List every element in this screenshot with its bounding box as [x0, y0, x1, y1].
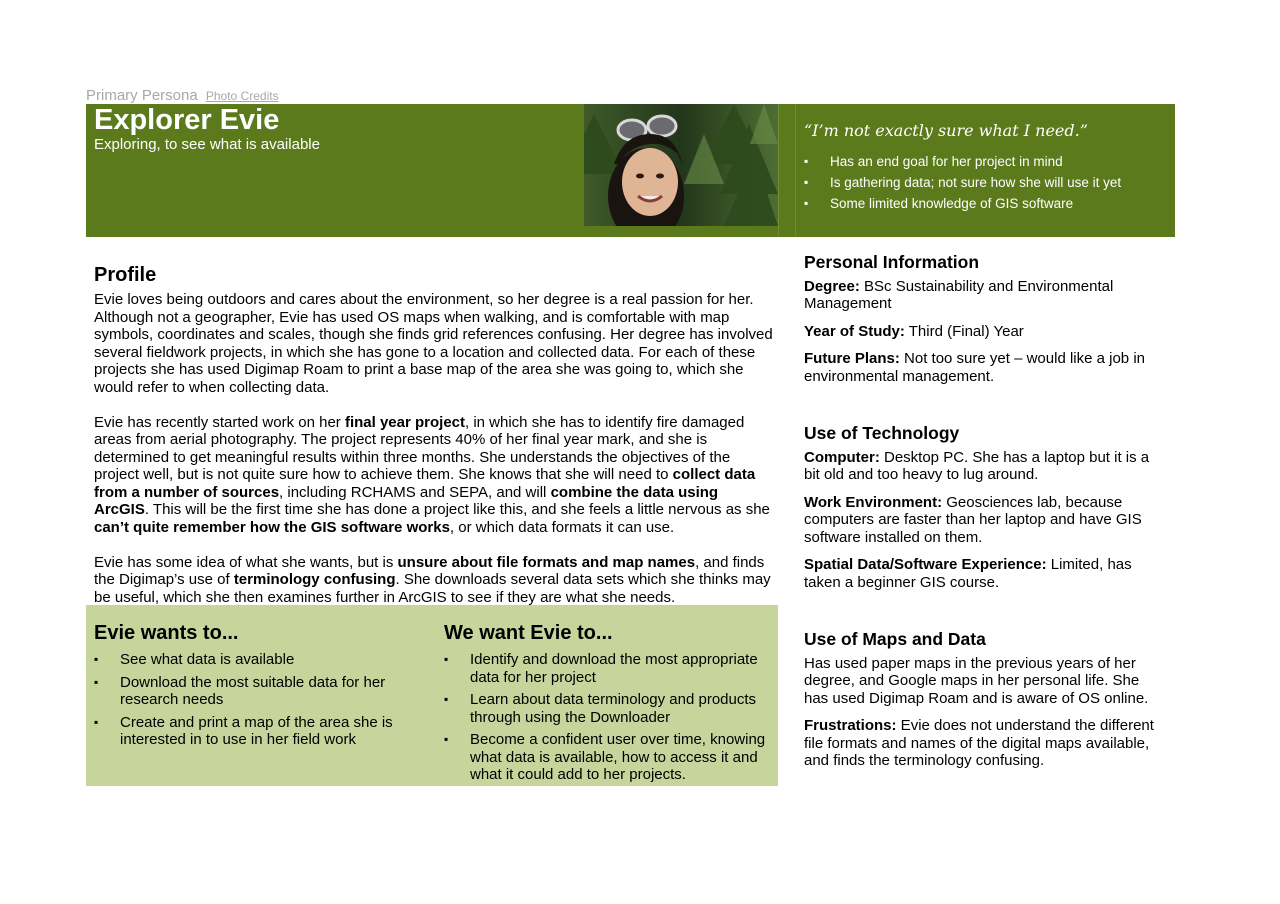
header-divider — [778, 104, 796, 237]
profile-text — [94, 291, 774, 624]
profile-paragraph-3: Evie has some idea of what she wants, but is unsure about file formats and map names, and finds the Digimap’s use of terminology confusing. She downloads several data sets which she thinks may be useful, which she then examines further in ArcGIS to see if they are what she needs. — [94, 553, 771, 606]
future-plans-info: Future Plans: Not too sure yet – would like a job in environmental management. — [804, 350, 1145, 385]
spatial-data-experience-info: Spatial Data/Software Experience: Limited, has taken a beginner GIS course. — [804, 556, 1132, 591]
key-traits-list — [804, 151, 1121, 214]
persona-photo — [584, 104, 778, 226]
evie-wants-item: ▪ Create and print a map of the area she is interested in to use in her field work — [94, 714, 434, 749]
profile-paragraph-1: Evie loves being outdoors and cares about the environment, so her degree is a real passion for her. Although not a geographer, Evie has used OS maps when walking, and is comfortable with map symbols, coordinates and scales, though she finds grid references confusing. Her degree has involved several fieldwork projects, in which she has gone to a location and collected data. For each of these projects she has used Digimap Roam to print a base map of the area she was going to, which she would refer to when collecting data. — [94, 291, 773, 396]
profile-paragraph-2: Evie has recently started work on her final year project, in which she has to identify fire damaged areas from aerial photography. The project represents 40% of her final year mark, and she is determined to get meaningful results within three months. She understands the objectives of the project well, but is not quite sure how to achieve them. She knows that she will need to collect data from a number of sources, including RCHAMS and SEPA, and will combine the data using ArcGIS. This will be the first time she has done a project like this, and she feels a little nervous as she can’t quite remember how the GIS software works, or which data formats it can use. — [94, 413, 770, 536]
degree-info: Degree: BSc Sustainability and Environmental Management — [804, 277, 1114, 312]
maps-usage-text: Has used paper maps in the previous years of her degree, and Google maps in her personal life. She has used Digimap Roam and is aware of OS online. — [804, 654, 1149, 707]
persona-type: Primary Persona — [86, 87, 198, 104]
we-want-list — [444, 651, 774, 784]
frustrations-info: Frustrations: Evie does not understand the different file formats and names of the digital maps available, and finds the terminology confusing. — [804, 717, 1154, 769]
persona-tagline: Exploring, to see what is available — [94, 136, 320, 153]
evie-wants-item: ▪ Download the most suitable data for her research needs — [94, 674, 434, 709]
evie-wants-section — [94, 622, 434, 754]
year-of-study-info: Year of Study: Third (Final) Year — [804, 322, 1024, 340]
we-want-item: ▪ Become a confident user over time, knowing what data is available, how to access it and what it could add to her projects. — [444, 731, 774, 784]
key-trait-item: ▪ Is gathering data; not sure how she will use it yet — [804, 172, 1121, 193]
we-want-heading: We want Evie to... — [444, 622, 613, 644]
personal-information-section — [804, 254, 1164, 395]
persona-quote: “I’m not exactly sure what I need.” — [804, 121, 1088, 140]
use-of-technology-heading: Use of Technology — [804, 423, 960, 443]
work-environment-info: Work Environment: Geosciences lab, because computers are faster than her laptop and have GIS software installed on them. — [804, 493, 1142, 546]
use-of-technology-section — [804, 425, 1164, 601]
use-of-maps-section — [804, 631, 1164, 780]
use-of-maps-heading: Use of Maps and Data — [804, 629, 986, 649]
we-want-item: ▪ Learn about data terminology and products through using the Downloader — [444, 691, 774, 726]
key-trait-item: ▪ Has an end goal for her project in mind — [804, 151, 1121, 172]
we-want-item: ▪ Identify and download the most appropriate data for her project — [444, 651, 774, 686]
key-trait-item: ▪ Some limited knowledge of GIS software — [804, 193, 1121, 214]
evie-wants-list — [94, 651, 434, 749]
persona-name: Explorer Evie — [94, 104, 280, 136]
we-want-section — [444, 622, 774, 789]
profile-heading: Profile — [94, 264, 157, 286]
photo-credits-link[interactable]: Photo Credits — [205, 89, 279, 103]
computer-info: Computer: Desktop PC. She has a laptop but it is a bit old and too heavy to lug around. — [804, 448, 1150, 483]
persona-label — [86, 87, 279, 104]
evie-wants-item: ▪ See what data is available — [94, 651, 434, 669]
personal-information-heading: Personal Information — [804, 252, 980, 272]
evie-wants-heading: Evie wants to... — [94, 622, 239, 644]
